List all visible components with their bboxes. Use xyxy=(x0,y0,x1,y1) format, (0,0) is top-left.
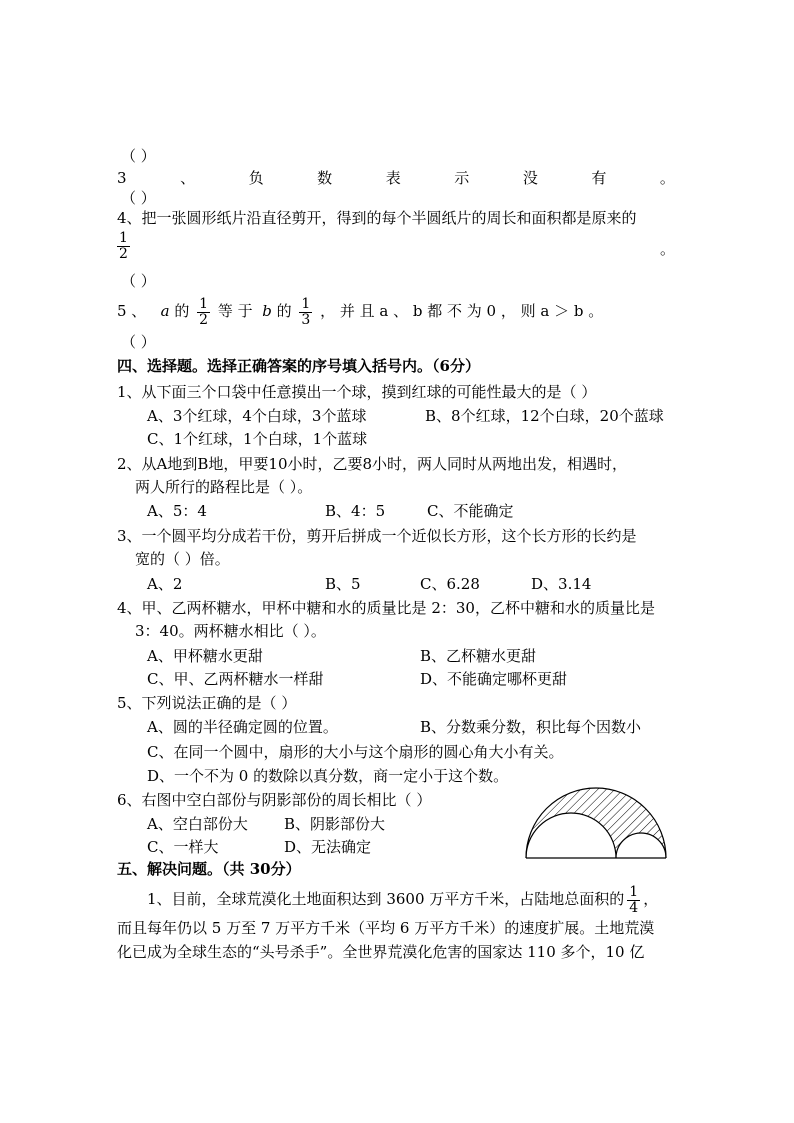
char: 表 xyxy=(385,169,401,187)
s4-q2-stem-1: 2、从A地到B地，甲要10小时，乙要8小时，两人同时从两地出发，相遇时， xyxy=(117,455,628,473)
char: 有 xyxy=(591,169,607,187)
denominator: 4 xyxy=(629,899,639,916)
s4-q5-option-a: A、圆的半径确定圆的位置。 xyxy=(147,718,338,736)
s4-q2-option-c: C、不能确定 xyxy=(427,502,514,520)
s4-q3-stem-2: 宽的（ ）倍。 xyxy=(135,550,230,568)
judge-q3 xyxy=(117,167,675,189)
s4-q1-option-b: B、8个红球，12个白球，20个蓝球 xyxy=(425,407,664,425)
s4-q5-option-d: D、一个不为 0 的数除以真分数，商一定小于这个数。 xyxy=(147,767,509,785)
answer-paren: （ ） xyxy=(121,272,156,290)
s4-q6-option-c: C、一样大 xyxy=(147,838,219,856)
judge-q4-fraction xyxy=(117,231,130,262)
judge-q4-end: 。 xyxy=(660,240,676,258)
answer-paren: （ ） xyxy=(121,147,156,165)
text: 1、目前，全球荒漠化土地面积达到 3600 万平方千米，占陆地总面积的 xyxy=(147,890,625,908)
text: 的 xyxy=(174,302,190,320)
numerator: 1 xyxy=(301,295,311,312)
s5-q1-line1 xyxy=(147,882,658,916)
char: 负 xyxy=(248,169,264,187)
char: 、 xyxy=(180,169,196,187)
numerator: 1 xyxy=(199,295,209,312)
denominator: 2 xyxy=(119,246,128,262)
s4-q3-option-a: A、2 xyxy=(147,575,183,593)
s4-q4-option-c: C、甲、乙两杯糖水一样甜 xyxy=(147,670,324,688)
s5-q1-line2: 而且每年仍以 5 万至 7 万平方千米（平均 6 万平方千米）的速度扩展。土地荒漠 xyxy=(117,919,655,937)
var-a: a xyxy=(160,302,170,320)
s4-q6-stem: 6、右图中空白部份与阴影部份的周长相比（ ） xyxy=(117,791,432,809)
s4-q1-option-c: C、1个红球，1个白球，1个蓝球 xyxy=(147,430,368,448)
s4-q1-stem: 1、从下面三个口袋中任意摸出一个球，摸到红球的可能性最大的是（ ） xyxy=(117,383,597,401)
s4-q4-stem-2: 3：40。两杯糖水相比（ ）。 xyxy=(135,622,326,640)
s4-q2-option-a: A、5：4 xyxy=(147,502,207,520)
judge-q4-text: 4、把一张圆形纸片沿直径剪开，得到的每个半圆纸片的周长和面积都是原来的 xyxy=(117,209,637,227)
s4-q3-option-d: D、3.14 xyxy=(531,575,592,593)
text: 的 xyxy=(276,302,292,320)
answer-paren: （ ） xyxy=(121,333,156,351)
char: 没 xyxy=(522,169,538,187)
text: 等 于 xyxy=(217,302,253,320)
answer-paren: （ ） xyxy=(121,189,156,207)
s4-q6-option-a: A、空白部份大 xyxy=(147,815,248,833)
char: 3 xyxy=(117,169,127,187)
judge-q5 xyxy=(117,293,603,329)
denominator: 2 xyxy=(199,311,209,328)
q5-num: 5 、 xyxy=(117,302,147,320)
text: ， xyxy=(643,890,659,908)
s4-q6-option-d: D、无法确定 xyxy=(284,838,372,856)
s4-q4-option-a: A、甲杯糖水更甜 xyxy=(147,647,263,665)
s4-q3-option-b: B、5 xyxy=(325,575,361,593)
char: 示 xyxy=(454,169,470,187)
denominator: 3 xyxy=(301,311,311,328)
s4-q4-option-d: D、不能确定哪杯更甜 xyxy=(420,670,568,688)
s4-q2-option-b: B、4：5 xyxy=(325,502,386,520)
s4-q4-stem-1: 4、甲、乙两杯糖水，甲杯中糖和水的质量比是 2：30，乙杯中糖和水的质量比是 xyxy=(117,599,655,617)
numerator: 1 xyxy=(629,883,639,900)
semicircle-figure xyxy=(522,780,670,862)
char: 。 xyxy=(659,169,675,187)
s4-q5-option-c: C、在同一个圆中，扇形的大小与这个扇形的圆心角大小有关。 xyxy=(147,743,564,761)
s5-q1-line3: 化已成为全球生态的“头号杀手”。全世界荒漠化危害的国家达 110 多个，10 亿 xyxy=(117,943,645,961)
s4-q3-stem-1: 3、一个圆平均分成若干份，剪开后拼成一个近似长方形，这个长方形的长约是 xyxy=(117,527,637,545)
s4-q4-option-b: B、乙杯糖水更甜 xyxy=(420,647,537,665)
section5-title: 五、解决问题。（共 30分） xyxy=(117,860,301,878)
var-b: b xyxy=(262,302,272,320)
s4-q1-option-a: A、3个红球，4个白球，3个蓝球 xyxy=(147,407,367,425)
section4-title: 四、选择题。选择正确答案的序号填入括号内。（6分） xyxy=(117,357,480,375)
s4-q3-option-c: C、6.28 xyxy=(420,575,480,593)
char: 数 xyxy=(317,169,333,187)
s4-q2-stem-2: 两人所行的路程比是（ ）。 xyxy=(135,478,313,496)
numerator: 1 xyxy=(119,230,128,246)
s4-q5-option-b: B、分数乘分数，积比每个因数小 xyxy=(420,718,642,736)
s4-q5-stem: 5、下列说法正确的是（ ） xyxy=(117,694,297,712)
text: ， 并 且 a 、 b 都 不 为 0 ， 则 a ＞ b 。 xyxy=(320,302,604,320)
s4-q6-option-b: B、阴影部份大 xyxy=(284,815,386,833)
